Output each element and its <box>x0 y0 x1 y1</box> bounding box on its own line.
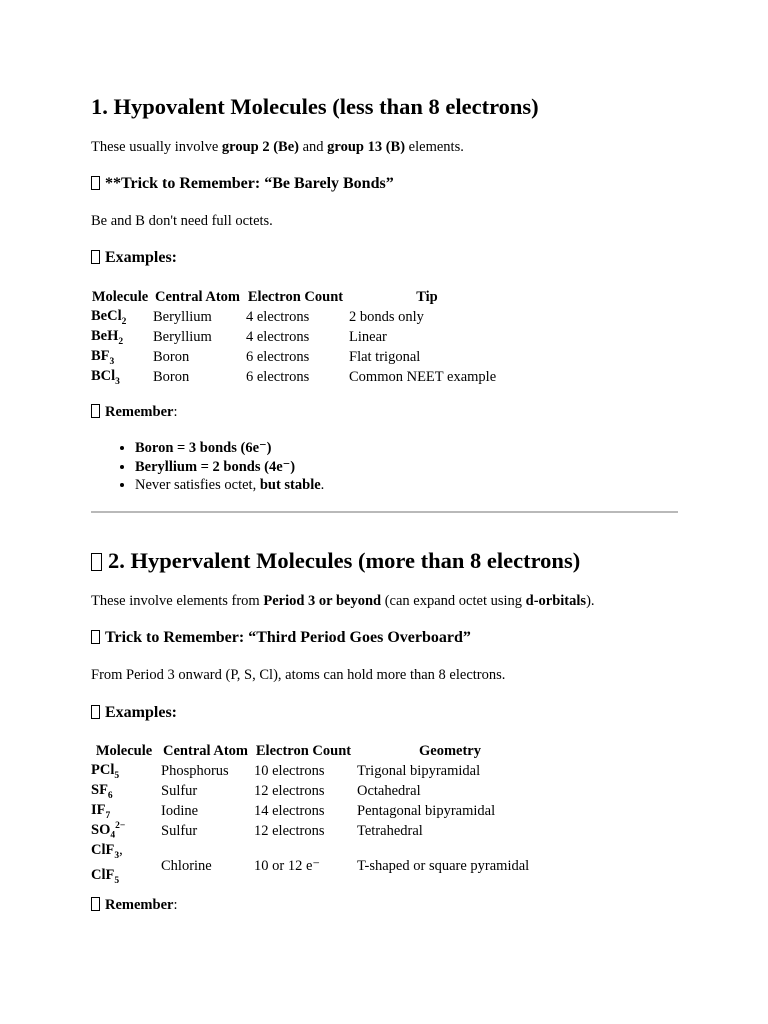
table-row <box>89 782 545 802</box>
table-row <box>89 762 545 782</box>
table-row <box>89 308 507 328</box>
remember-colon: : <box>173 897 178 913</box>
electron-count-cell: 12 electrons <box>254 822 325 839</box>
intro-text: (can expand octet using <box>381 593 526 609</box>
tip-cell: Linear <box>349 329 387 346</box>
missing-emoji-icon <box>91 404 100 418</box>
col-header-electron-count: Electron Count <box>255 743 352 759</box>
col-header-tip: Tip <box>416 289 438 305</box>
central-atom-cell: Chlorine <box>161 857 212 874</box>
tip-cell: 2 bonds only <box>349 309 424 326</box>
missing-emoji-icon <box>91 705 100 719</box>
missing-emoji-icon <box>91 630 100 644</box>
subscript: 3 <box>109 356 115 367</box>
table-row <box>89 328 507 348</box>
subscript: 4 <box>110 831 116 842</box>
molecule-cell <box>89 367 151 387</box>
list-item <box>135 439 324 458</box>
bullet-text: Boron = 3 bonds (6e⁻) <box>135 440 272 456</box>
section1-remember-list <box>91 439 324 495</box>
formula: BeCl <box>91 308 122 325</box>
molecule-cell <box>89 328 151 348</box>
col-header-central-atom: Central Atom <box>163 743 248 759</box>
central-atom-cell: Iodine <box>161 802 199 819</box>
hypervalent-table <box>89 741 545 891</box>
electron-count-cell: 10 electrons <box>254 763 325 780</box>
formula-separator: , <box>119 842 123 859</box>
missing-emoji-icon <box>91 553 102 571</box>
electron-count-cell: 4 electrons <box>246 309 310 326</box>
section2-title <box>91 548 580 574</box>
hypovalent-table <box>89 287 507 387</box>
bullet-text: . <box>320 477 325 493</box>
intro-bold-group2: group 2 (Be) <box>221 139 299 155</box>
section1-trick-heading <box>91 175 394 193</box>
trick-title: **Trick to Remember: “Be Barely Bonds” <box>105 175 394 192</box>
subscript: 3 <box>115 376 120 387</box>
formula: BF <box>91 348 110 365</box>
bullet-text: Beryllium = 2 bonds (4e⁻) <box>135 458 296 475</box>
molecule-cell <box>89 762 159 782</box>
intro-text: and <box>298 139 328 155</box>
table-row <box>89 367 507 387</box>
molecule-cell <box>89 802 159 822</box>
table-header-row <box>89 741 545 762</box>
table-header-row <box>89 287 507 308</box>
molecule-cell <box>89 782 159 802</box>
section2-trick-text: From Period 3 onward (P, S, Cl), atoms can hold more than 8 electrons. <box>91 667 506 683</box>
central-atom-cell: Sulfur <box>161 783 198 800</box>
remember-label: Remember <box>105 897 174 913</box>
intro-text: These usually involve <box>91 139 222 155</box>
examples-title: Examples: <box>105 704 177 721</box>
subscript: 5 <box>114 771 120 782</box>
geometry-cell: Octahedral <box>357 783 421 800</box>
section1-remember <box>91 404 177 421</box>
formula: PCl <box>91 762 115 779</box>
table-row <box>89 821 545 841</box>
electron-count-cell: 10 or 12 e⁻ <box>254 857 321 874</box>
section2-examples-heading <box>91 704 177 722</box>
col-header-electron-count: Electron Count <box>247 289 344 305</box>
bullet-bold-text: but stable <box>259 477 321 493</box>
remember-label: Remember <box>105 404 174 420</box>
section2-remember <box>91 897 177 914</box>
central-atom-cell: Boron <box>153 368 190 385</box>
molecule-cell <box>89 348 151 368</box>
central-atom-cell: Boron <box>153 348 190 365</box>
section1-examples-heading <box>91 249 177 267</box>
formula: ClF <box>91 867 115 884</box>
table-row <box>89 802 545 822</box>
remember-colon: : <box>173 404 178 420</box>
molecule-cell <box>89 821 159 841</box>
geometry-cell: Trigonal bipyramidal <box>357 763 481 780</box>
bullet-text: Never satisfies octet, <box>135 477 260 493</box>
electron-count-cell: 6 electrons <box>246 368 310 385</box>
intro-bold-period3: Period 3 or beyond <box>263 593 382 609</box>
formula: BCl <box>91 367 116 384</box>
electron-count-cell: 14 electrons <box>254 802 325 819</box>
section2-intro <box>91 593 595 610</box>
list-item <box>135 458 324 477</box>
geometry-cell: Pentagonal bipyramidal <box>357 802 496 819</box>
central-atom-cell: Phosphorus <box>161 763 229 780</box>
formula: ClF <box>91 842 115 859</box>
col-header-central-atom: Central Atom <box>155 289 240 305</box>
subscript: 7 <box>105 810 111 821</box>
trick-title: Trick to Remember: “Third Period Goes Overboard” <box>105 629 471 646</box>
section1-intro <box>91 139 464 156</box>
col-header-geometry: Geometry <box>419 743 481 759</box>
list-item <box>135 476 324 495</box>
central-atom-cell: Sulfur <box>161 822 198 839</box>
geometry-cell: T-shaped or square pyramidal <box>357 857 530 874</box>
section2-trick-heading <box>91 629 471 647</box>
intro-text: elements. <box>405 139 464 155</box>
geometry-cell: Tetrahedral <box>357 822 423 839</box>
formula: SO <box>91 822 111 839</box>
intro-text: ). <box>586 593 595 609</box>
section1-trick-text: Be and B don't need full octets. <box>91 213 273 229</box>
central-atom-cell: Beryllium <box>153 329 212 346</box>
formula: IF <box>91 802 106 819</box>
subscript: 5 <box>114 875 120 886</box>
tip-cell: Common NEET example <box>349 368 497 385</box>
subscript: 2 <box>118 337 124 348</box>
formula: BeH <box>91 328 119 345</box>
table-row <box>89 841 545 891</box>
central-atom-cell: Beryllium <box>153 309 212 326</box>
electron-count-cell: 6 electrons <box>246 348 310 365</box>
intro-bold-group13: group 13 (B) <box>327 139 406 155</box>
intro-text: These involve elements from <box>91 593 264 609</box>
col-header-molecule: Molecule <box>91 289 149 305</box>
missing-emoji-icon <box>91 250 100 264</box>
table-row <box>89 348 507 368</box>
molecule-cell <box>89 841 159 891</box>
missing-emoji-icon <box>91 176 100 190</box>
formula: SF <box>91 782 108 799</box>
examples-title: Examples: <box>105 249 177 266</box>
electron-count-cell: 4 electrons <box>246 329 310 346</box>
subscript: 3 <box>114 851 120 862</box>
subscript: 6 <box>107 791 113 802</box>
section-divider <box>91 511 678 513</box>
molecule-cell <box>89 308 151 328</box>
intro-bold-d-orbitals: d-orbitals <box>525 593 587 609</box>
col-header-molecule: Molecule <box>95 743 153 759</box>
electron-count-cell: 12 electrons <box>254 783 325 800</box>
section1-title: 1. Hypovalent Molecules (less than 8 electrons) <box>91 94 539 119</box>
missing-emoji-icon <box>91 897 100 911</box>
superscript-charge: 2− <box>115 821 126 832</box>
tip-cell: Flat trigonal <box>349 348 421 365</box>
subscript: 2 <box>121 317 127 328</box>
section2-title-text: 2. Hypervalent Molecules (more than 8 electrons) <box>108 548 581 573</box>
